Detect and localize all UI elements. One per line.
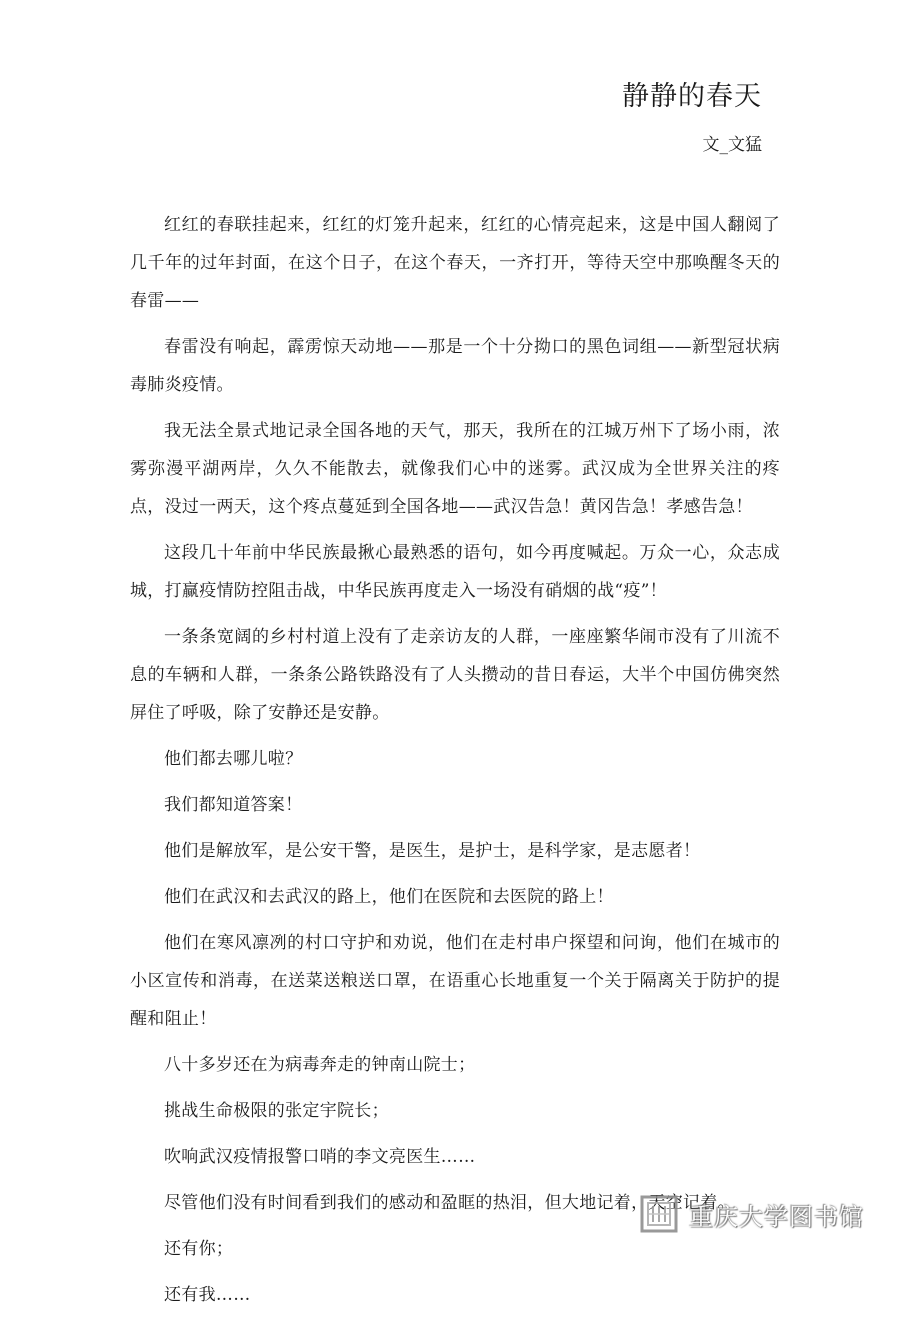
paragraph: 吹响武汉疫情报警口哨的李文亮医生…… bbox=[164, 1147, 476, 1167]
paragraph: 还有我…… bbox=[164, 1285, 251, 1305]
article-author: 文_文猛 bbox=[702, 135, 762, 155]
paragraph: 我们都知道答案！ bbox=[164, 795, 303, 815]
article-body bbox=[130, 206, 780, 1322]
paragraph: 红红的春联挂起来，红红的灯笼升起来，红红的心情亮起来，这是中国人翻阅了几千年的过年封面，在这个日子，在这个春天，一齐打开，等待天空中那唤醒冬天的春雷—— bbox=[130, 215, 780, 311]
paragraph: 一条条宽阔的乡村村道上没有了走亲访友的人群，一座座繁华闹市没有了川流不息的车辆和人群，一条条公路铁路没有了人头攒动的昔日春运，大半个中国仿佛突然屏住了呼吸，除了安静还是安静。 bbox=[130, 627, 780, 723]
paragraph: 他们是解放军，是公安干警，是医生，是护士，是科学家，是志愿者！ bbox=[164, 841, 701, 861]
paragraph: 春雷没有响起，霹雳惊天动地——那是一个十分拗口的黑色词组——新型冠状病毒肺炎疫情。 bbox=[130, 337, 780, 395]
paragraph: 他们在寒风凛冽的村口守护和劝说，他们在走村串户探望和问询，他们在城市的小区宣传和消毒，在送菜送粮送口罩，在语重心长地重复一个关于隔离关于防护的提醒和阻止！ bbox=[130, 933, 780, 1029]
paragraph: 他们都去哪儿啦？ bbox=[164, 749, 303, 769]
paragraph: 这段几十年前中华民族最揪心最熟悉的语句，如今再度喊起。万众一心，众志成城，打赢疫情防控阻击战，中华民族再度走入一场没有硝烟的战“疫”！ bbox=[130, 543, 780, 601]
paragraph: 还有你； bbox=[164, 1239, 234, 1259]
library-watermark bbox=[639, 1194, 864, 1234]
paragraph: 八十多岁还在为病毒奔走的钟南山院士； bbox=[164, 1055, 476, 1075]
library-logo-icon bbox=[639, 1194, 679, 1234]
watermark-text: 重庆大学图书馆 bbox=[689, 1202, 864, 1231]
paragraph: 我无法全景式地记录全国各地的天气，那天，我所在的江城万州下了场小雨，浓雾弥漫平湖两岸，久久不能散去，就像我们心中的迷雾。武汉成为全世界关注的疼点，没过一两天，这个疼点蔓延到全国各地——武汉告急！黄冈告急！孝感告急！ bbox=[130, 421, 780, 517]
article-title: 静静的春天 bbox=[622, 81, 762, 112]
paragraph: 尽管他们没有时间看到我们的感动和盈眶的热泪，但大地记着，天空记着。 bbox=[164, 1193, 735, 1213]
paragraph: 他们在武汉和去武汉的路上，他们在医院和去医院的路上！ bbox=[164, 887, 614, 907]
paragraph: 挑战生命极限的张定宇院长； bbox=[164, 1101, 389, 1121]
